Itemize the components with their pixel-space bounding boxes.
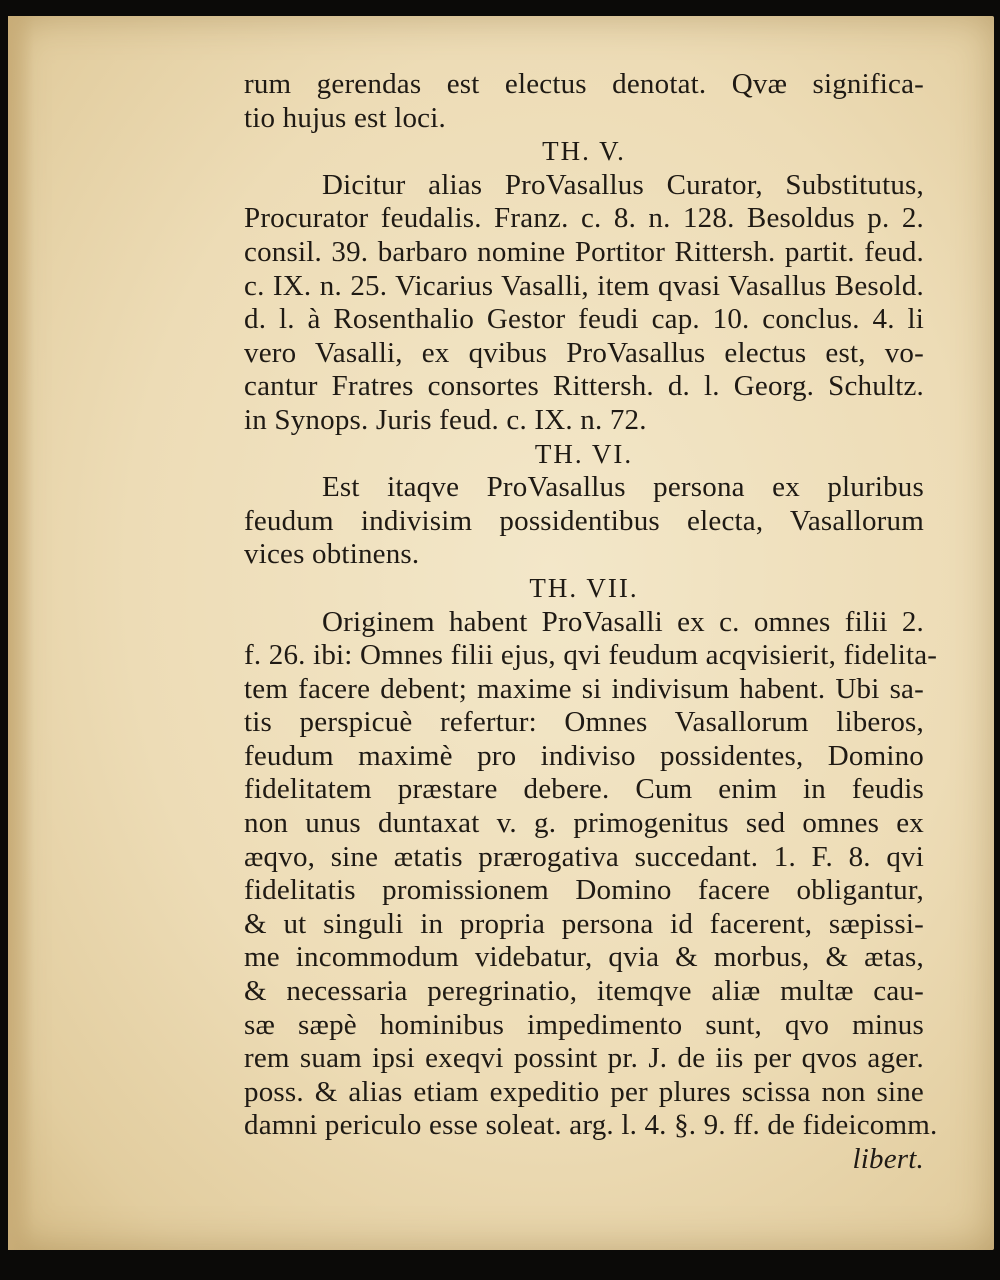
text-line: vero Vasalli, ex qvibus ProVasallus electus est, vo- [244, 336, 924, 369]
book-page [8, 16, 994, 1250]
thesis-heading: TH. V. [542, 136, 626, 167]
text-line: c. IX. n. 25. Vicarius Vasalli, item qvasi Vasallus Besold. [244, 269, 924, 302]
text-line: fidelitatis promissionem Domino facere obligantur, [244, 874, 924, 907]
text-line: consil. 39. barbaro nomine Portitor Rittersh. partit. feud. [244, 235, 924, 268]
text-line: fidelitatem præstare debere. Cum enim in feudis [244, 773, 924, 806]
text-line: Originem habent ProVasalli ex c. omnes filii 2. [322, 605, 924, 638]
text-line: tio hujus est loci. [244, 101, 446, 134]
text-line: Procurator feudalis. Franz. c. 8. n. 128. Besoldus p. 2. [244, 202, 924, 235]
thesis-heading: TH. VII. [529, 572, 639, 603]
text-line: Est itaqve ProVasallus persona ex pluribus [322, 471, 924, 504]
text-line: tem facere debent; maxime si indivisum habent. Ubi sa- [244, 672, 924, 705]
text-line: in Synops. Juris feud. c. IX. n. 72. [244, 403, 647, 436]
thesis-heading: TH. VI. [534, 438, 634, 469]
page-gutter-shadow [8, 16, 34, 1250]
text-line: vices obtinens. [244, 538, 420, 571]
text-line: feudum indivisim possidentibus electa, Vasallorum [244, 504, 924, 537]
text-line: poss. & alias etiam expeditio per plures scissa non sine [244, 1075, 924, 1108]
text-line: sæ sæpè hominibus impedimento sunt, qvo minus [244, 1008, 924, 1041]
text-line: me incommodum videbatur, qvia & morbus, & ætas, [244, 941, 924, 974]
text-line: f. 26. ibi: Omnes filii ejus, qvi feudum acqvisierit, fidelita- [244, 639, 938, 672]
text-line: tis perspicuè refertur: Omnes Vasallorum liberos, [244, 706, 924, 739]
text-line: damni periculo esse soleat. arg. l. 4. §. 9. ff. de fideicomm. [244, 1109, 938, 1142]
text-line: æqvo, sine ætatis prærogativa succedant. 1. F. 8. qvi [244, 840, 924, 873]
catchword: libert. [852, 1143, 924, 1175]
page-text-block [244, 68, 938, 1177]
text-line: non unus duntaxat v. g. primogenitus sed omnes ex [244, 807, 924, 840]
text-line: rem suam ipsi exeqvi possint pr. J. de iis per qvos ager. [244, 1042, 924, 1075]
text-line: feudum maximè pro indiviso possidentes, Domino [244, 739, 924, 772]
text-line: rum gerendas est electus denotat. Qvæ significa- [244, 68, 924, 100]
text-line: Dicitur alias ProVasallus Curator, Substitutus, [322, 168, 924, 201]
text-line: d. l. à Rosenthalio Gestor feudi cap. 10. conclus. 4. li [244, 303, 924, 336]
text-line: & necessaria peregrinatio, itemqve aliæ multæ cau- [244, 975, 924, 1008]
text-line: cantur Fratres consortes Rittersh. d. l. Georg. Schultz. [244, 370, 924, 403]
text-line: & ut singuli in propria persona id facerent, sæpissi- [244, 907, 924, 940]
